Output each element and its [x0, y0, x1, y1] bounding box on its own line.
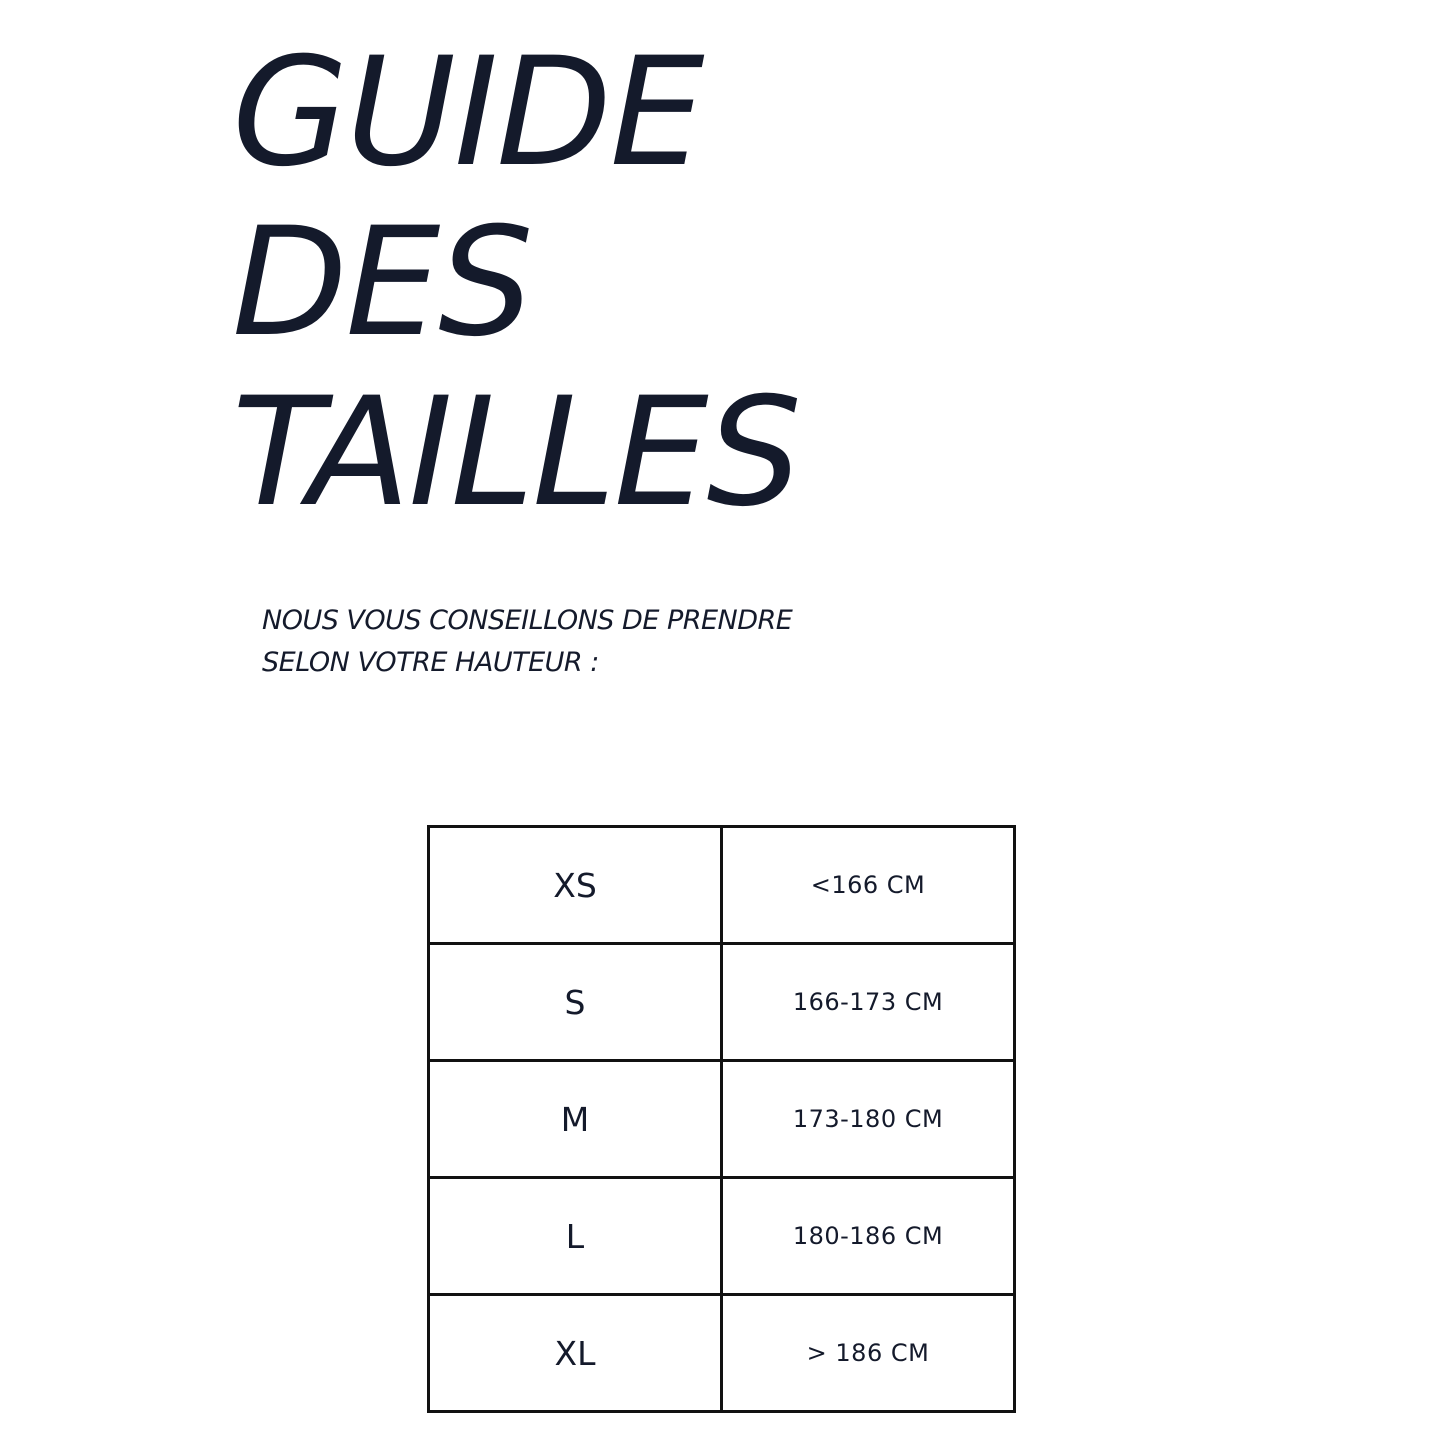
height-cell: 180-186 CM	[722, 1178, 1015, 1295]
size-cell: XL	[429, 1295, 722, 1412]
size-cell: XS	[429, 827, 722, 944]
height-cell: <166 CM	[722, 827, 1015, 944]
size-cell: M	[429, 1061, 722, 1178]
table-row	[429, 1061, 1015, 1178]
title-line-tailles: TAILLES	[232, 366, 800, 540]
table-row	[429, 1178, 1015, 1295]
title-line-des: DES	[232, 196, 532, 370]
size-chart-table	[427, 825, 1016, 1413]
height-cell: 173-180 CM	[722, 1061, 1015, 1178]
height-cell: 166-173 CM	[722, 944, 1015, 1061]
table-row	[429, 944, 1015, 1061]
size-cell: S	[429, 944, 722, 1061]
size-advice-line-2: SELON VOTRE HAUTEUR :	[262, 647, 599, 678]
size-advice-line-1: NOUS VOUS CONSEILLONS DE PRENDRE	[262, 605, 793, 636]
table-row	[429, 1295, 1015, 1412]
table-row	[429, 827, 1015, 944]
title-line-guide: GUIDE	[232, 26, 703, 200]
page-title	[232, 28, 800, 538]
size-advice-text	[262, 600, 792, 684]
height-cell: > 186 CM	[722, 1295, 1015, 1412]
size-cell: L	[429, 1178, 722, 1295]
